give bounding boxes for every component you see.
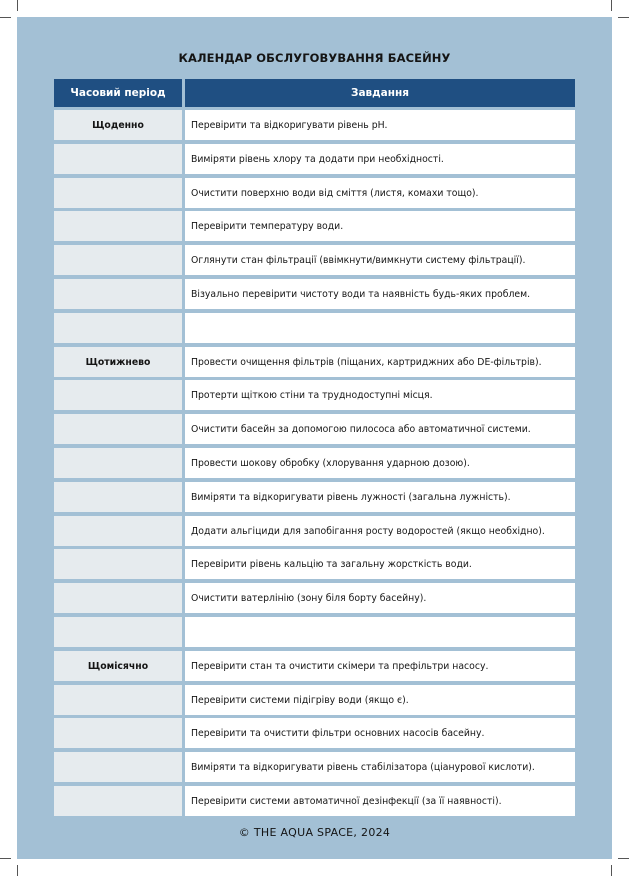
task-cell: Виміряти рівень хлору та додати при необхідності. <box>185 144 575 174</box>
task-cell: Перевірити та очистити фільтри основних насосів басейну. <box>185 718 575 748</box>
task-cell: Провести очищення фільтрів (піщаних, картриджних або DE-фільтрів). <box>185 347 575 377</box>
task-cell: Очистити ватерлінію (зону біля борту басейну). <box>185 583 575 613</box>
period-cell <box>54 583 182 613</box>
task-cell: Перевірити системи автоматичної дезінфекції (за її наявності). <box>185 786 575 816</box>
crop-mark <box>17 0 18 11</box>
crop-mark <box>618 858 629 859</box>
crop-mark <box>17 865 18 876</box>
task-cell <box>185 617 575 647</box>
task-cell: Перевірити системи підігріву води (якщо є). <box>185 685 575 715</box>
period-cell <box>54 516 182 546</box>
task-cell: Перевірити температуру води. <box>185 211 575 241</box>
crop-mark <box>611 865 612 876</box>
period-cell <box>54 279 182 309</box>
task-cell: Перевірити рівень кальцію та загальну жорсткість води. <box>185 549 575 579</box>
period-cell <box>54 178 182 208</box>
task-cell: Візуально перевірити чистоту води та наявність будь-яких проблем. <box>185 279 575 309</box>
period-cell <box>54 617 182 647</box>
task-cell: Протерти щіткою стіни та труднодоступні місця. <box>185 380 575 410</box>
period-cell <box>54 414 182 444</box>
period-cell: Щотижнево <box>54 347 182 377</box>
period-cell <box>54 380 182 410</box>
period-cell <box>54 313 182 343</box>
task-cell: Перевірити та відкоригувати рівень pH. <box>185 110 575 140</box>
document-page <box>17 17 612 859</box>
crop-mark <box>618 17 629 18</box>
crop-mark <box>0 17 11 18</box>
task-cell: Очистити басейн за допомогою пилососа або автоматичної системи. <box>185 414 575 444</box>
page-title: КАЛЕНДАР ОБСЛУГОВУВАННЯ БАСЕЙНУ <box>178 51 451 65</box>
crop-mark <box>611 0 612 11</box>
task-cell <box>185 313 575 343</box>
period-cell <box>54 144 182 174</box>
task-cell: Додати альгіциди для запобігання росту водоростей (якщо необхідно). <box>185 516 575 546</box>
period-cell <box>54 718 182 748</box>
period-cell <box>54 549 182 579</box>
column-header-period: Часовий період <box>54 79 182 107</box>
period-cell <box>54 752 182 782</box>
period-cell: Щомісячно <box>54 651 182 681</box>
task-cell: Виміряти та відкоригувати рівень стабілізатора (ціанурової кислоти). <box>185 752 575 782</box>
task-cell: Виміряти та відкоригувати рівень лужності (загальна лужність). <box>185 482 575 512</box>
period-cell <box>54 211 182 241</box>
task-cell: Оглянути стан фільтрації (ввімкнути/вимкнути систему фільтрації). <box>185 245 575 275</box>
crop-mark <box>0 858 11 859</box>
period-cell: Щоденно <box>54 110 182 140</box>
task-cell: Очистити поверхню води від сміття (листя, комахи тощо). <box>185 178 575 208</box>
period-cell <box>54 482 182 512</box>
copyright-footer: © THE AQUA SPACE, 2024 <box>238 826 391 839</box>
task-cell: Перевірити стан та очистити скімери та префільтри насосу. <box>185 651 575 681</box>
period-cell <box>54 786 182 816</box>
task-cell: Провести шокову обробку (хлорування ударною дозою). <box>185 448 575 478</box>
period-cell <box>54 245 182 275</box>
period-cell <box>54 448 182 478</box>
column-header-tasks: Завдання <box>185 79 575 107</box>
period-cell <box>54 685 182 715</box>
